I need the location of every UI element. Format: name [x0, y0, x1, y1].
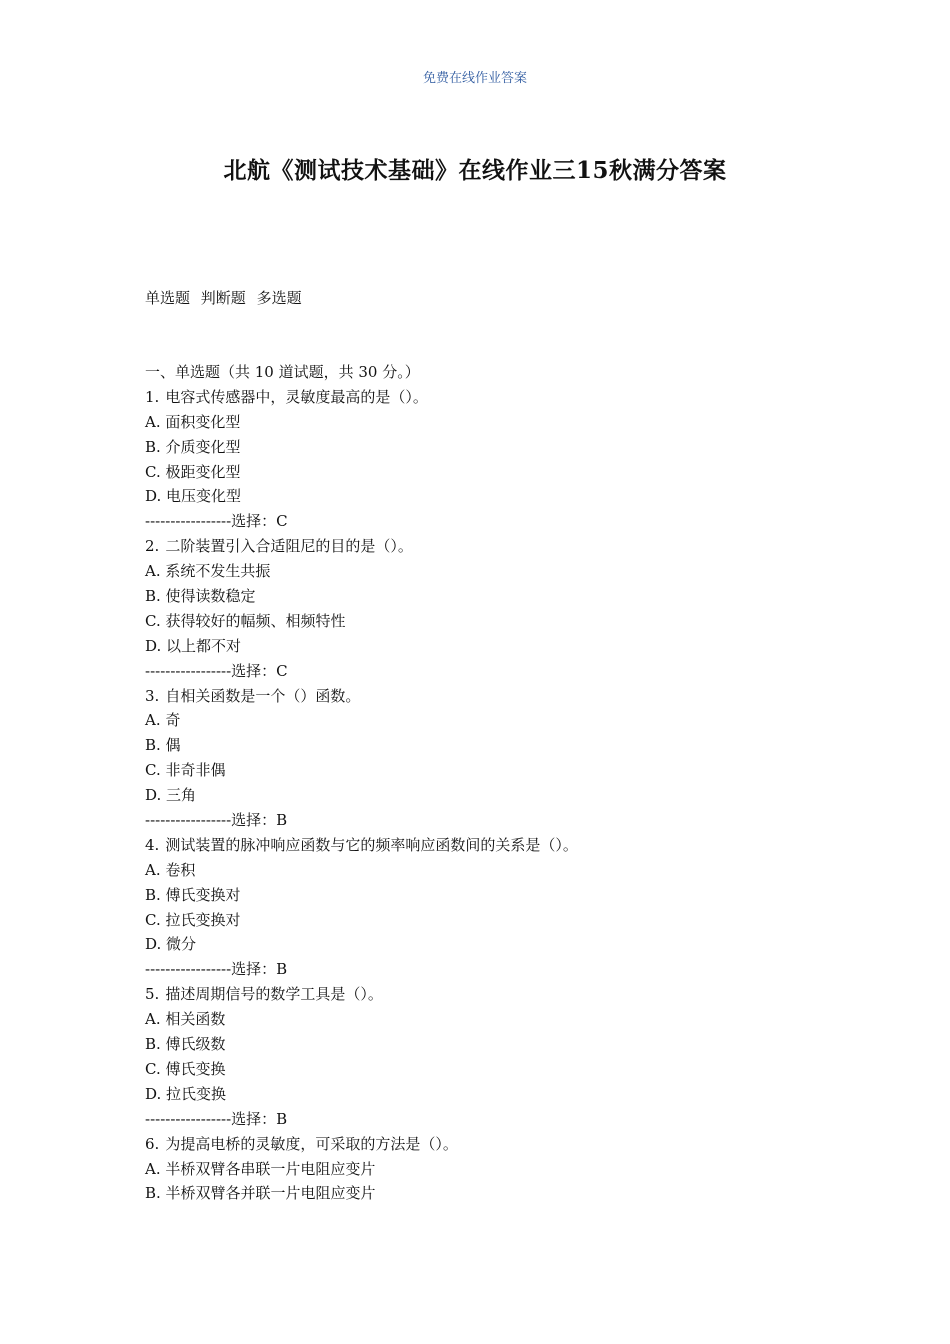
answer-line [145, 509, 825, 534]
answer-option: A. 面积变化型 [145, 412, 241, 431]
answer-option: D. 以上都不对 [145, 636, 242, 655]
answer-option: D. 微分 [145, 935, 197, 954]
question-stem [145, 684, 825, 709]
answer-option: A. 奇 [145, 711, 181, 730]
answer-line [145, 957, 825, 982]
answer-line [145, 1107, 825, 1132]
question-stem [145, 833, 825, 858]
answer-option: B. 介质变化型 [145, 437, 241, 456]
answer-option: B. 偶 [145, 736, 181, 755]
question-number: 3. [145, 686, 160, 705]
answer-option: A. 卷积 [145, 860, 196, 879]
answer-option: C. 傅氏变换 [145, 1059, 226, 1078]
answer-option: C. 非奇非偶 [145, 761, 226, 780]
section-heading: 一、单选题（共 10 道试题，共 30 分。） [145, 363, 420, 381]
header-link[interactable]: 免费在线作业答案 [422, 71, 527, 86]
question-number: 1. [145, 387, 160, 406]
question-stem [145, 982, 825, 1007]
answer-value: B [276, 811, 288, 830]
answer-option: B. 使得读数稳定 [145, 587, 256, 606]
answer-prefix: -----------------选择： [145, 1109, 277, 1128]
answer-prefix: -----------------选择： [145, 661, 277, 680]
question-text: 为提高电桥的灵敏度，可采取的方法是（）。 [165, 1134, 458, 1153]
answer-option: D. 三角 [145, 786, 197, 805]
answer-option: A. 相关函数 [145, 1010, 226, 1029]
answer-option: A. 半桥双臂各串联一片电阻应变片 [145, 1159, 376, 1178]
answer-prefix: -----------------选择： [145, 811, 277, 830]
question-text: 测试装置的脉冲响应函数与它的频率响应函数间的关系是（）。 [165, 835, 578, 854]
question-text: 电容式传感器中，灵敏度最高的是（）。 [165, 387, 428, 406]
document-title: 北航《测试技术基础》在线作业三15秋满分答案 [223, 157, 727, 184]
tab-true-false[interactable]: 判断题 [200, 289, 246, 307]
answer-option: C. 拉氏变换对 [145, 910, 241, 929]
question-text: 二阶装置引入合适阻尼的目的是（）。 [165, 537, 413, 556]
tab-single-choice[interactable]: 单选题 [145, 289, 191, 307]
answer-value: B [276, 960, 288, 979]
question-type-tabs [145, 287, 308, 308]
questions-container [145, 385, 825, 1206]
question-number: 2. [145, 537, 160, 556]
answer-option: B. 半桥双臂各并联一片电阻应变片 [145, 1184, 376, 1203]
question-text: 描述周期信号的数学工具是（）。 [165, 985, 383, 1004]
answer-prefix: -----------------选择： [145, 960, 277, 979]
answer-line [145, 659, 825, 684]
question-stem [145, 534, 825, 559]
answer-prefix: -----------------选择： [145, 512, 277, 531]
question-number: 5. [145, 985, 160, 1004]
tab-multiple-choice[interactable]: 多选题 [256, 289, 302, 307]
question-stem [145, 385, 825, 410]
answer-option: C. 获得较好的幅频、相频特性 [145, 611, 346, 630]
question-text: 自相关函数是一个（）函数。 [165, 686, 361, 705]
answer-value: B [276, 1109, 288, 1128]
answer-option: B. 傅氏级数 [145, 1035, 226, 1054]
answer-option: A. 系统不发生共振 [145, 562, 271, 581]
answer-option: B. 傅氏变换对 [145, 885, 241, 904]
answer-value: C [276, 512, 288, 531]
answer-option: C. 极距变化型 [145, 462, 241, 481]
answer-option: D. 电压变化型 [145, 487, 242, 506]
answer-value: C [276, 661, 288, 680]
question-list [145, 360, 825, 1206]
answer-line [145, 808, 825, 833]
question-stem [145, 1132, 825, 1157]
question-number: 6. [145, 1134, 160, 1153]
question-number: 4. [145, 835, 160, 854]
answer-option: D. 拉氏变换 [145, 1084, 227, 1103]
